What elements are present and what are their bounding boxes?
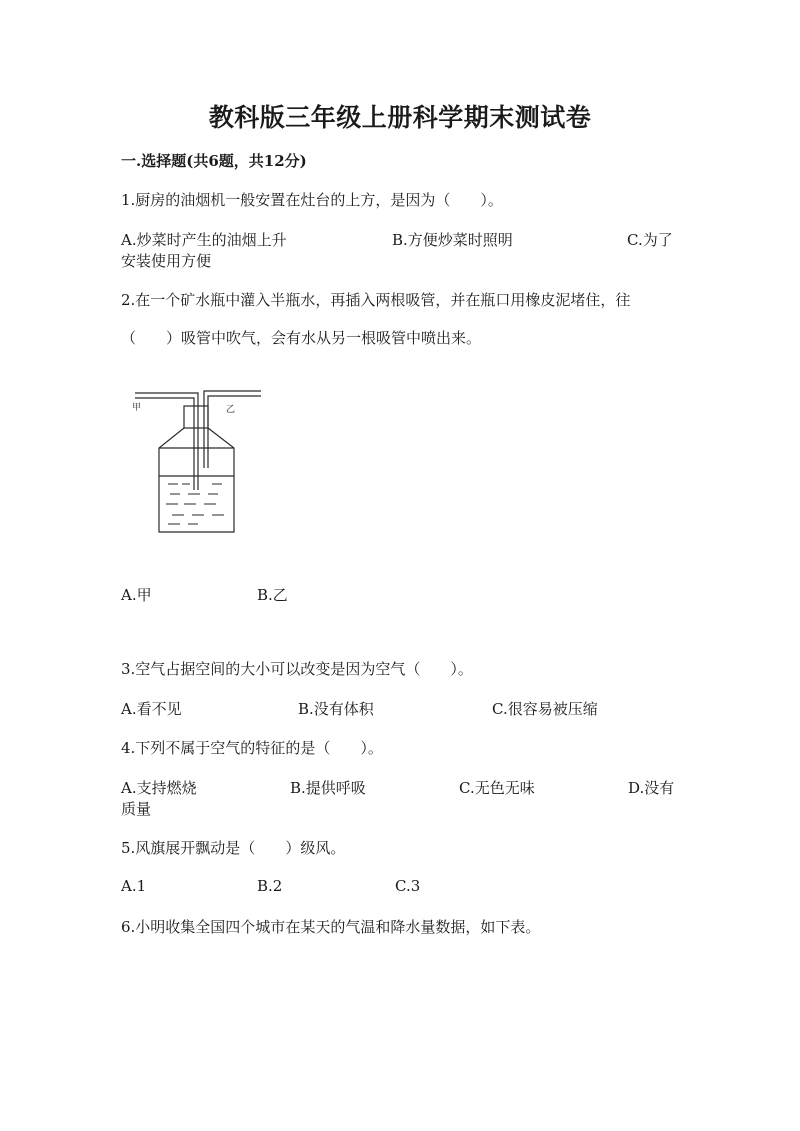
question-4-option-a[interactable]: A.支持燃烧 [121,779,197,797]
question-2-option-b[interactable]: B.乙 [257,586,288,604]
question-1: 1.厨房的油烟机一般安置在灶台的上方，是因为（ ）。 [121,191,503,209]
label-yi: 乙 [226,405,236,415]
question-5: 5.风旗展开飘动是（ ）级风。 [121,839,346,857]
question-1-option-a[interactable]: A.炒菜时产生的油烟上升 [121,231,287,249]
section-heading: 一.选择题(共6题，共12分) [121,152,307,170]
question-2-option-a[interactable]: A.甲 [121,586,152,604]
question-3-option-b[interactable]: B.没有体积 [298,700,374,718]
question-4-option-d[interactable]: D.没有 [628,779,675,797]
question-2: 2.在一个矿水瓶中灌入半瓶水，再插入两根吸管，并在瓶口用橡皮泥堵住，往 [121,291,631,309]
page-title: 教科版三年级上册科学期末测试卷 [208,103,592,132]
question-1-option-c[interactable]: C.为了 [627,231,673,249]
question-5-option-b[interactable]: B.2 [257,877,283,895]
question-2-line-2: （ ）吸管中吹气，会有水从另一根吸管中喷出来。 [121,329,482,347]
question-3-option-a[interactable]: A.看不见 [121,700,182,718]
question-5-option-c[interactable]: C.3 [395,877,421,895]
right-straw [204,391,261,468]
water-lines [166,484,224,524]
question-6: 6.小明收集全国四个城市在某天的气温和降水量数据，如下表。 [121,918,541,936]
label-jia: 甲 [132,403,142,413]
question-3: 3.空气占据空间的大小可以改变是因为空气（ ）。 [121,660,473,678]
question-3-option-c[interactable]: C.很容易被压缩 [492,700,598,718]
question-4-option-b[interactable]: B.提供呼吸 [290,779,366,797]
bottle-body [159,428,234,532]
bottle-straws-figure [118,380,278,540]
question-1-option-b[interactable]: B.方便炒菜时照明 [392,231,513,249]
question-4-option-d-continued: 质量 [121,800,152,818]
question-1-option-c-continued: 安装使用方便 [121,252,212,270]
question-4-option-c[interactable]: C.无色无味 [459,779,535,797]
question-5-option-a[interactable]: A.1 [121,877,147,895]
question-4: 4.下列不属于空气的特征的是（ ）。 [121,739,383,757]
